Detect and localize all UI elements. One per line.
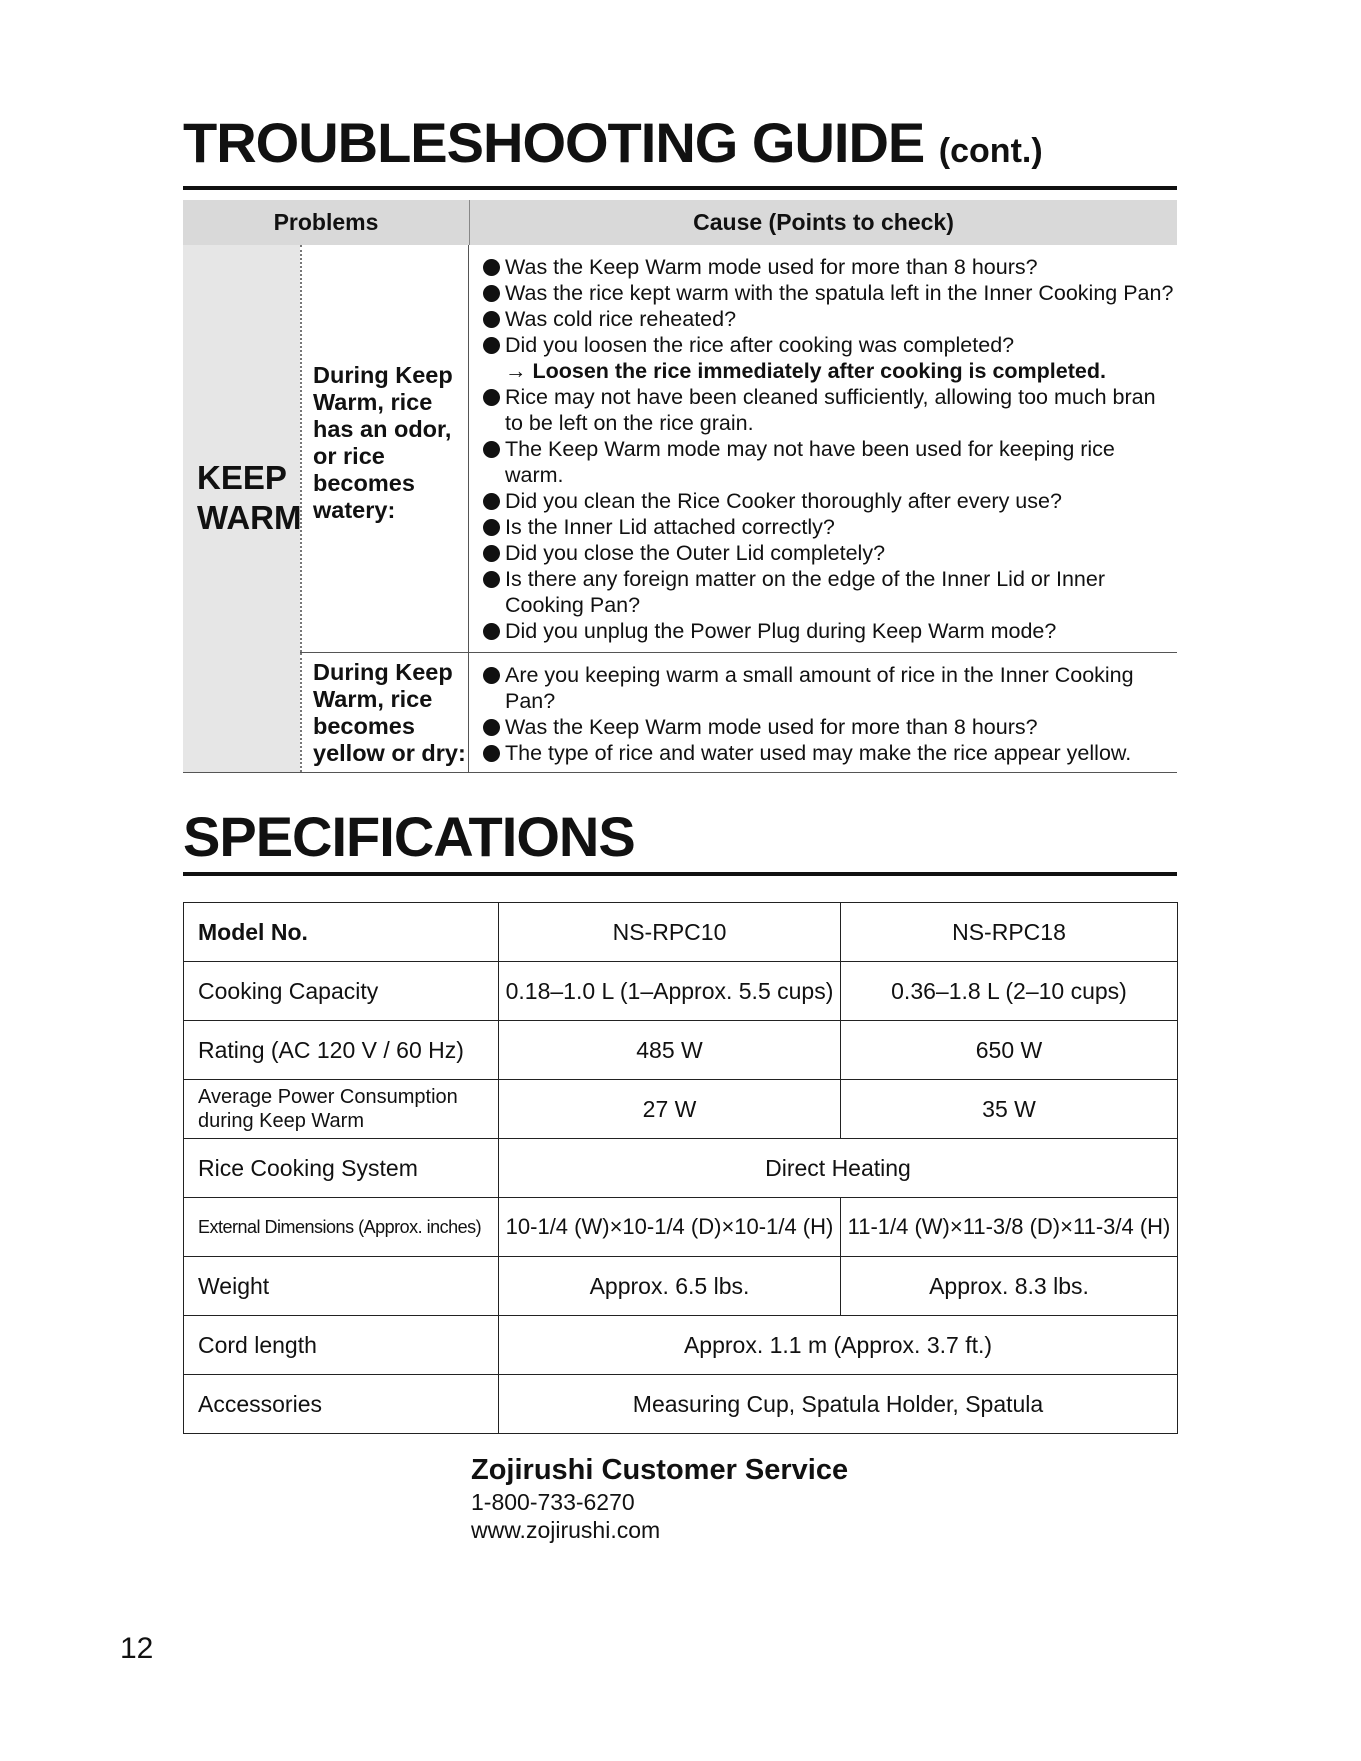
list-item: Did you unplug the Power Plug during Keep Warm mode?: [483, 618, 1177, 644]
problem-yellow-dry: [300, 653, 469, 772]
cord-value: Approx. 1.1 m (Approx. 3.7 ft.): [499, 1316, 1178, 1375]
causes-yellow-dry: [469, 653, 1177, 772]
table-row: [184, 1198, 1178, 1257]
table-row: [184, 1021, 1178, 1080]
customer-service-web: www.zojirushi.com: [471, 1517, 661, 1543]
dimensions-b: 11-1/4 (W)×11-3/8 (D)×11-3/4 (H): [841, 1198, 1178, 1257]
weight-b: Approx. 8.3 lbs.: [841, 1257, 1178, 1316]
rating-label: Rating (AC 120 V / 60 Hz): [184, 1021, 499, 1080]
rating-a: 485 W: [499, 1021, 841, 1080]
problem-line: or rice: [313, 443, 385, 469]
list-item: Was the rice kept warm with the spatula left in the Inner Cooking Pan?: [483, 280, 1177, 306]
problem-line: During Keep: [313, 658, 453, 685]
header-cause: Cause (Points to check): [693, 209, 954, 235]
rating-b: 650 W: [841, 1021, 1178, 1080]
list-item: Is the Inner Lid attached correctly?: [483, 514, 1177, 540]
table-row: [184, 1375, 1178, 1434]
category-line: KEEP: [197, 458, 287, 496]
capacity-label: Cooking Capacity: [184, 962, 499, 1021]
capacity-a: 0.18–1.0 L (1–Approx. 5.5 cups): [499, 962, 841, 1021]
troubleshooting-table-header: [183, 200, 1177, 245]
accessories-label: Accessories: [184, 1375, 499, 1434]
table-row: [184, 1080, 1178, 1139]
table-row: [184, 1257, 1178, 1316]
dimensions-a: 10-1/4 (W)×10-1/4 (D)×10-1/4 (H): [499, 1198, 841, 1257]
table-row: [300, 652, 1177, 772]
troubleshooting-title-suffix: (cont.): [938, 132, 1043, 170]
problem-line: becomes: [313, 470, 415, 496]
model-a: NS-RPC10: [499, 903, 841, 962]
problem-line: During Keep: [313, 362, 453, 388]
list-item: Did you loosen the rice after cooking was completed?: [483, 332, 1177, 358]
header-problems: Problems: [183, 200, 470, 245]
problem-line: Warm, rice: [313, 389, 433, 415]
weight-a: Approx. 6.5 lbs.: [499, 1257, 841, 1316]
category-line: WARM: [197, 498, 302, 536]
problem-line: watery:: [313, 497, 396, 523]
power-a: 27 W: [499, 1080, 841, 1139]
cord-label: Cord length: [184, 1316, 499, 1375]
troubleshooting-title: [183, 108, 1177, 190]
customer-service-phone: 1-800-733-6270: [471, 1489, 635, 1515]
power-label-line: Average Power Consumption: [198, 1086, 458, 1108]
page-number: 12: [120, 1632, 154, 1665]
problem-line: has an odor,: [313, 416, 452, 442]
customer-service-title: Zojirushi Customer Service: [471, 1454, 849, 1486]
specifications-table: [183, 902, 1178, 1434]
troubleshooting-table-body: [183, 245, 1177, 773]
weight-label: Weight: [184, 1257, 499, 1316]
category-keep-warm: [183, 245, 300, 772]
table-row: [300, 245, 1177, 652]
table-row: [184, 903, 1178, 962]
system-value: Direct Heating: [499, 1139, 1178, 1198]
troubleshooting-title-text: TROUBLESHOOTING GUIDE: [183, 111, 925, 174]
model-label: Model No.: [184, 903, 499, 962]
problem-odor-watery: [300, 245, 469, 652]
list-item: The Keep Warm mode may not have been used for keeping rice warm.: [483, 436, 1177, 488]
model-b: NS-RPC18: [841, 903, 1178, 962]
list-item: Is there any foreign matter on the edge of the Inner Lid or Inner Cooking Pan?: [483, 566, 1177, 618]
problem-line: yellow or dry:: [313, 739, 466, 766]
list-item: Was cold rice reheated?: [483, 306, 1177, 332]
troubleshooting-table: [183, 200, 1177, 773]
system-label: Rice Cooking System: [184, 1139, 499, 1198]
list-item: Was the Keep Warm mode used for more than 8 hours?: [483, 714, 1177, 740]
specifications-title: SPECIFICATIONS: [183, 802, 1177, 876]
table-row: [184, 962, 1178, 1021]
customer-service-block: [471, 1452, 848, 1544]
problem-line: Warm, rice: [313, 685, 433, 712]
power-label-line: during Keep Warm: [198, 1110, 364, 1132]
dimensions-label: External Dimensions (Approx. inches): [184, 1198, 499, 1257]
problem-line: becomes: [313, 712, 415, 739]
list-item-arrow-tip: → Loosen the rice immediately after cooking is completed.: [505, 359, 1106, 383]
list-item: Was the Keep Warm mode used for more than 8 hours?: [483, 254, 1177, 280]
list-item: Did you clean the Rice Cooker thoroughly after every use?: [483, 488, 1177, 514]
list-item: Are you keeping warm a small amount of rice in the Inner Cooking Pan?: [483, 662, 1177, 714]
table-row: [184, 1316, 1178, 1375]
power-b: 35 W: [841, 1080, 1178, 1139]
capacity-b: 0.36–1.8 L (2–10 cups): [841, 962, 1178, 1021]
list-item: The type of rice and water used may make the rice appear yellow.: [483, 740, 1177, 766]
table-row: [184, 1139, 1178, 1198]
list-item: Rice may not have been cleaned sufficiently, allowing too much bran to be left on the rice grain.: [483, 384, 1177, 436]
accessories-value: Measuring Cup, Spatula Holder, Spatula: [499, 1375, 1178, 1434]
causes-odor-watery: [469, 245, 1177, 652]
power-label: [184, 1080, 499, 1139]
list-item: Did you close the Outer Lid completely?: [483, 540, 1177, 566]
